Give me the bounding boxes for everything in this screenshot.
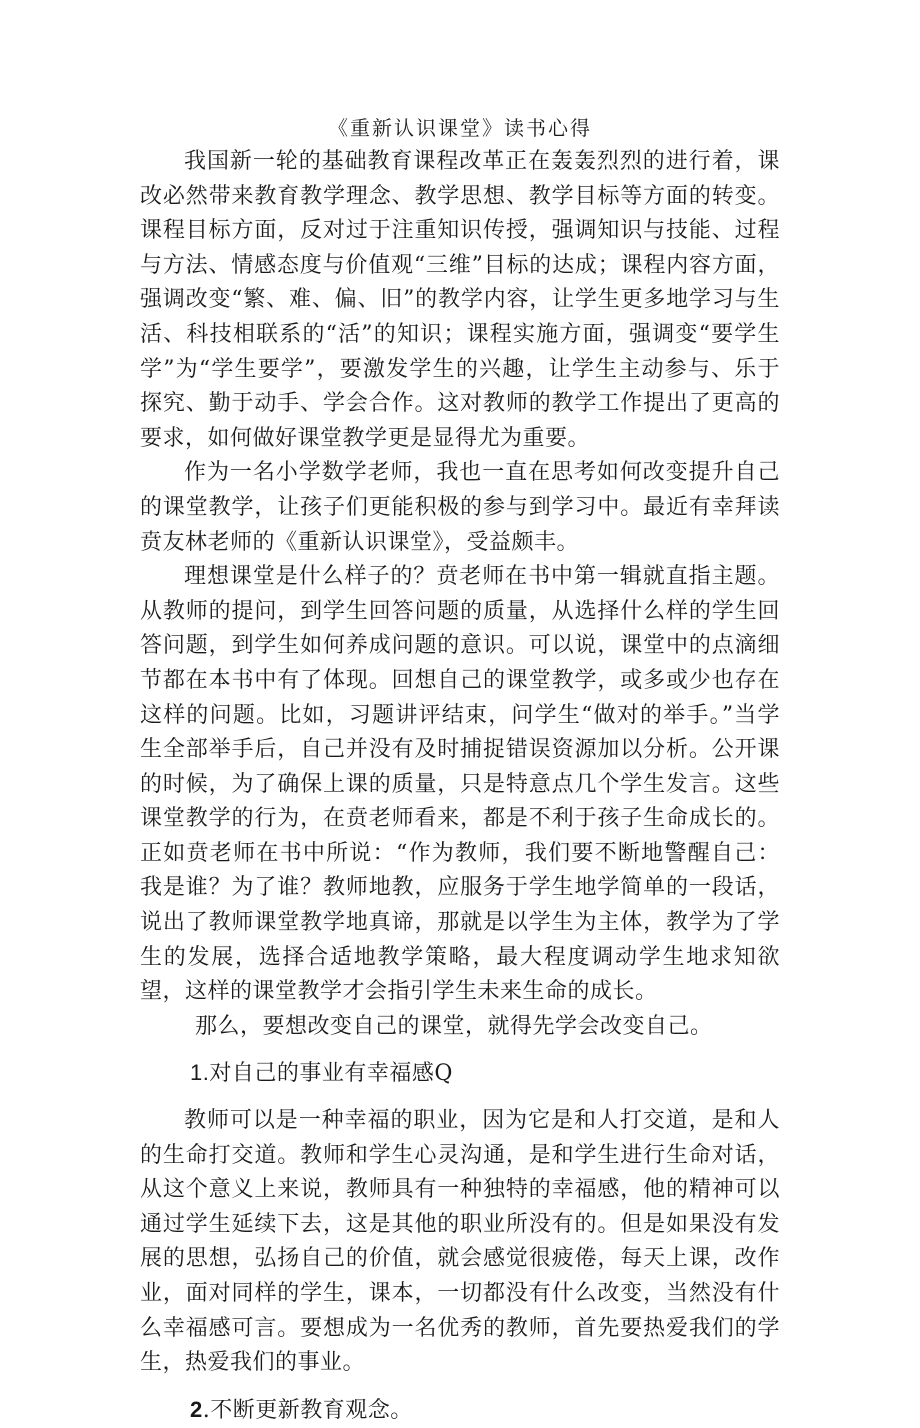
section-heading-1: [140, 1056, 780, 1092]
paragraph-happiness: 教师可以是一种幸福的职业，因为它是和人打交道，是和人的生命打交道。教师和学生心灵沟通，是和学生进行生命对话，从这个意义上来说，教师具有一种独特的幸福感，他的精神可以通过学生延续下去，这是其他的职业所没有的。但是如果没有发展的思想，弘扬自己的价值，就会感觉很疲倦，每天上课，改作业，面对同样的学生，课本，一切都没有什么改变，当然没有什么幸福感可言。要想成为一名优秀的教师，首先要热爱我们的学生，热爱我们的事业。: [140, 1108, 780, 1376]
document-title: 《重新认识课堂》读书心得: [328, 116, 592, 140]
paragraph-change-self: 那么，要想改变自己的课堂，就得先学会改变自己。: [195, 1013, 713, 1039]
section-title-1: 对自己的事业有幸福感Q: [209, 1061, 453, 1087]
section-heading-2: [140, 1393, 780, 1428]
section-number-1: 1.: [190, 1060, 210, 1086]
section-title-2: .不断更新教育观念。: [202, 1397, 413, 1423]
paragraph-author-intro: 作为一名小学数学老师，我也一直在思考如何改变提升自己的课堂教学，让孩子们更能积极的参与到学习中。最近有幸拜读贲友林老师的《重新认识课堂》，受益颇丰。: [140, 460, 780, 555]
section-number-2: 2: [190, 1396, 203, 1422]
document-body: [140, 145, 780, 1428]
paragraph-curriculum-reform: 我国新一轮的基础教育课程改革正在轰轰烈烈的进行着，课改必然带来教育教学理念、教学思想、教学目标等方面的转变。课程目标方面，反对过于注重知识传授，强调知识与技能、过程与方法、情感态度与价值观“三维”目标的达成；课程内容方面，强调改变“繁、难、偏、旧”的教学内容，让学生更多地学习与生活、科技相联系的“活”的知识；课程实施方面，强调变“要学生学”为“学生要学”，要激发学生的兴趣，让学生主动参与、乐于探究、勤于动手、学会合作。这对教师的教学工作提出了更高的要求，如何做好课堂教学更是显得尤为重要。: [140, 149, 780, 451]
paragraph-ideal-classroom: 理想课堂是什么样子的？贲老师在书中第一辑就直指主题。从教师的提问，到学生回答问题的质量，从选择什么样的学生回答问题，到学生如何养成问题的意识。可以说，课堂中的点滴细节都在本书中有了体现。回想自己的课堂教学，或多或少也存在这样的问题。比如，习题讲评结束，问学生“做对的举手。”当学生全部举手后，自己并没有及时捕捉错误资源加以分析。公开课的时候，为了确保上课的质量，只是特意点几个学生发言。这些课堂教学的行为，在贲老师看来，都是不利于孩子生命成长的。正如贲老师在书中所说：“作为教师，我们要不断地警醒自己：我是谁？为了谁？教师地教，应服务于学生地学简单的一段话，说出了教师课堂教学地真谛，那就是以学生为主体，教学为了学生的发展，选择合适地教学策略，最大程度调动学生地求知欲望，这样的课堂教学才会指引学生未来生命的成长。: [140, 564, 780, 1005]
